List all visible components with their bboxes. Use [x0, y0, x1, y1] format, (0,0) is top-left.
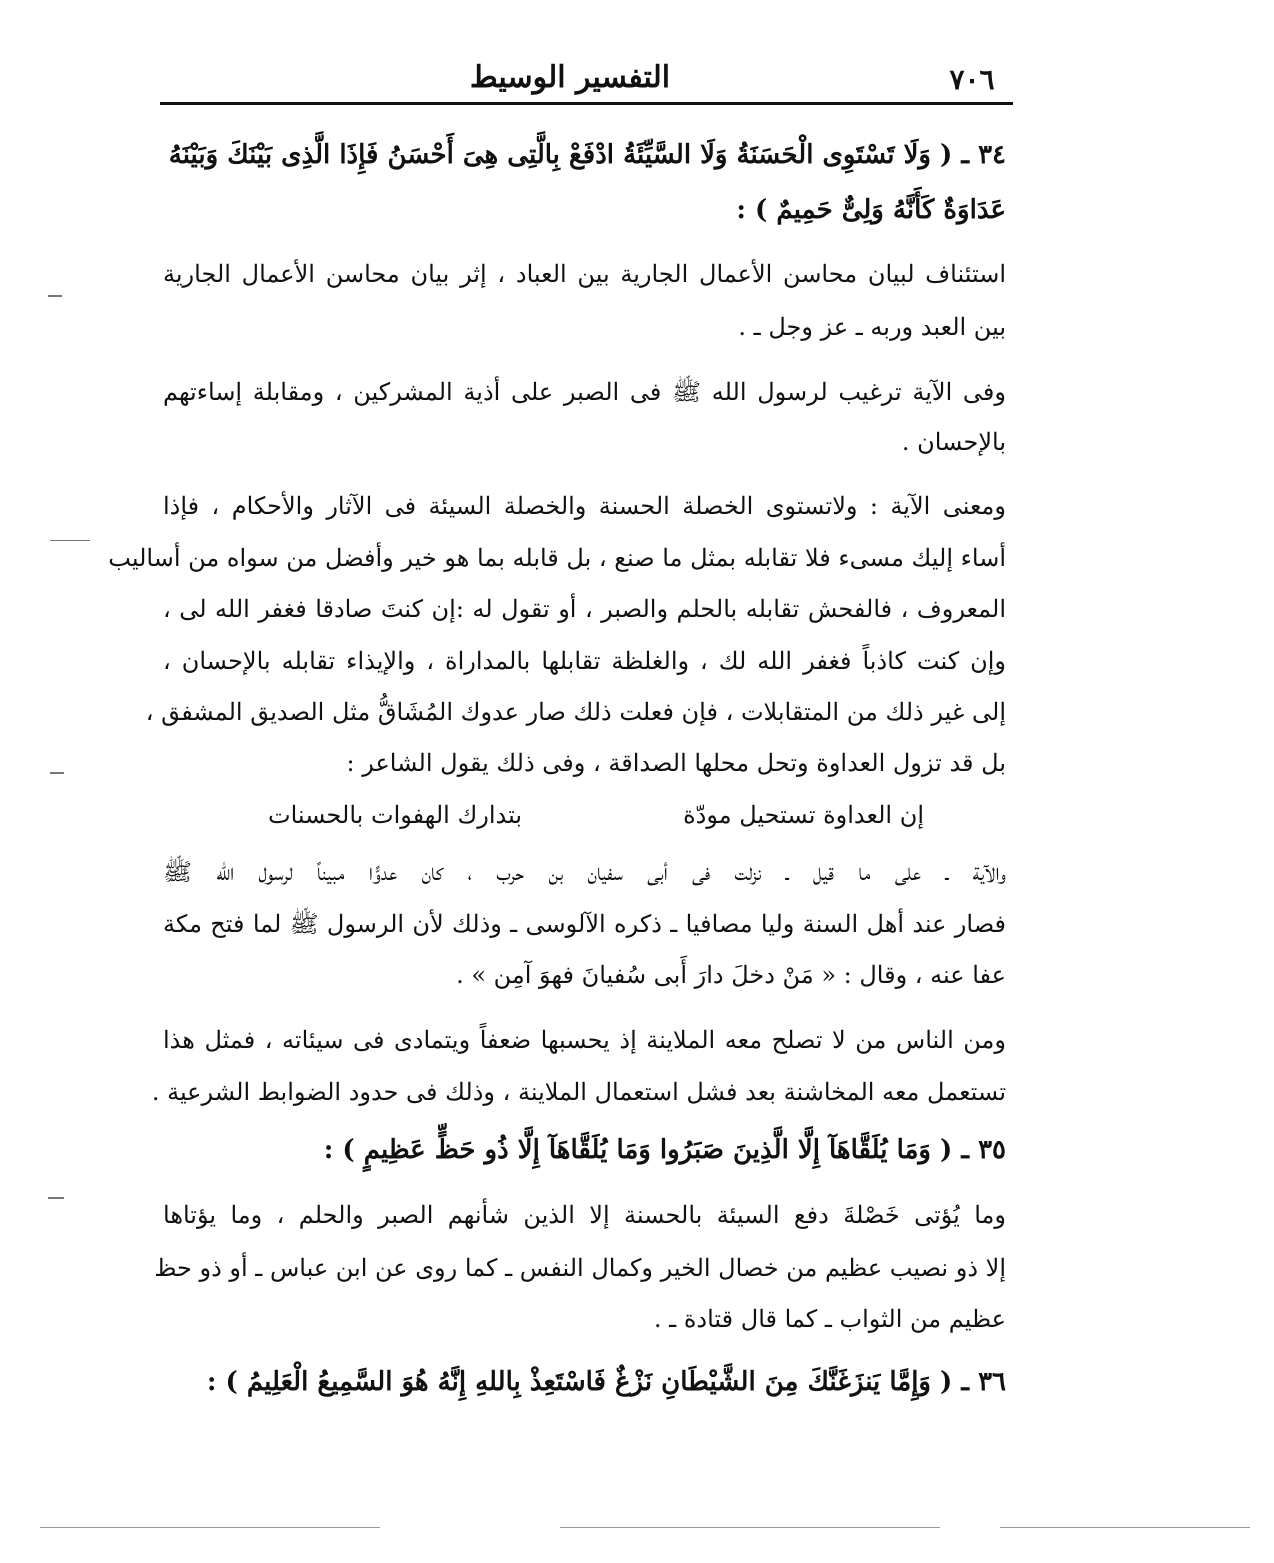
- margin-scan-mark: [50, 540, 90, 541]
- verse-35: ٣٥ ـ ( وَمَا يُلَقَّاهَآ إِلَّا الَّذِينَ صَبَرُوا وَمَا يُلَقَّاهَآ إِلَّا ذُو حَظٍّ عَظِيمٍ ) :: [323, 1135, 1006, 1165]
- verse-34-line-1: ٣٤ ـ ( وَلَا تَسْتَوِى الْحَسَنَةُ وَلَا السَّيِّئَةُ ادْفَعْ بِالَّتِى هِىَ أَحْسَنُ فَإِذَا الَّذِى بَيْنَكَ وَبَيْنَهُ: [168, 140, 1006, 170]
- paragraph-line: إلى غير ذلك من المتقابلات ، فإن فعلت ذلك صار عدوك المُشَاقُّ مثل الصديق المشفق ،: [145, 698, 1006, 726]
- paragraph-line: فصار عند أهل السنة وليا مصافيا ـ ذكره الآلوسى ـ وذلك لأن الرسول ﷺ لما فتح مكة: [163, 910, 1006, 938]
- paragraph-line: وإن كنت كاذباً فغفر الله لك ، والغلظة تقابلها بالمداراة ، والإيذاء تقابله بالإحسان ،: [163, 647, 1006, 675]
- verse-36: ٣٦ ـ ( وَإِمَّا يَنزَغَنَّكَ مِنَ الشَّيْطَانِ نَزْغٌ فَاسْتَعِذْ بِاللهِ إِنَّهُ هُوَ السَّمِيعُ الْعَلِيمُ ) :: [206, 1367, 1006, 1397]
- paragraph-line: ومعنى الآية : ولاتستوى الخصلة الحسنة والخصلة السيئة فى الآثار والأحكام ، فإذا: [163, 492, 1006, 520]
- header-rule: [160, 102, 1013, 105]
- margin-scan-mark: [48, 295, 62, 297]
- page-number: ٧٠٦: [949, 63, 995, 96]
- paragraph-line: تستعمل معه المخاشنة بعد فشل استعمال الملاينة ، وذلك فى حدود الضوابط الشرعية .: [151, 1078, 1006, 1106]
- paragraph-line: بالإحسان .: [901, 428, 1006, 456]
- running-header-title: التفسير الوسيط: [469, 60, 671, 95]
- paragraph-line: إلا ذو نصيب عظيم من خصال الخير وكمال النفس ـ كما روى عن ابن عباس ـ أو ذو حظ: [154, 1254, 1006, 1282]
- paragraph-line: بين العبد وربه ـ عز وجل ـ .: [738, 313, 1006, 341]
- paragraph-line: عفا عنه ، وقال : « مَنْ دخلَ دارَ أَبى سُفيانَ فهوَ آمِن » .: [456, 961, 1006, 989]
- paragraph-line: ومن الناس من لا تصلح معه الملاينة إذ يحسبها ضعفاً ويتمادى فى سيئاته ، فمثل هذا: [163, 1026, 1006, 1054]
- paragraph-line: بل قد تزول العداوة وتحل محلها الصداقة ، وفى ذلك يقول الشاعر :: [346, 749, 1006, 777]
- paragraph-line: المعروف ، فالفحش تقابله بالحلم والصبر ، أو تقول له :إن كنتَ صادقا فغفر الله لى ،: [163, 595, 1006, 623]
- margin-scan-mark: [50, 772, 64, 774]
- paragraph-line: أساء إليك مسىء فلا تقابله بمثل ما صنع ، بل قابله بما هو خير وأفضل من سواه من أساليب: [108, 544, 1006, 572]
- verse-34-line-2: عَدَاوَةٌ كَأَنَّهُ وَلِىٌّ حَمِيمٌ ) :: [736, 195, 1006, 225]
- poem-second-hemistich: بتدارك الهفوات بالحسنات: [267, 801, 522, 829]
- footer-scan-rule: [40, 1527, 380, 1528]
- margin-scan-mark: [48, 1197, 64, 1199]
- paragraph-line: وفى الآية ترغيب لرسول الله ﷺ فى الصبر على أذية المشركين ، ومقابلة إساءتهم: [163, 378, 1006, 406]
- paragraph-line: عظيم من الثواب ـ كما قال قتادة ـ .: [653, 1305, 1006, 1333]
- paragraph-line: استئناف لبيان محاسن الأعمال الجارية بين العباد ، إثر بيان محاسن الأعمال الجارية: [163, 260, 1006, 288]
- paragraph-line: والآية ـ على ما قيل ـ نزلت فى أبى سفيان بن حرب ، كان عدوًّا مبيناً لرسول الله ﷺ: [163, 858, 1006, 886]
- footer-scan-rule: [560, 1527, 940, 1528]
- paragraph-line: وما يُؤتى خَصْلةَ دفع السيئة بالحسنة إلا الذين شأنهم الصبر والحلم ، وما يؤتاها: [163, 1201, 1006, 1229]
- poem-first-hemistich: إن العداوة تستحيل مودّة: [683, 801, 924, 829]
- footer-scan-rule: [1000, 1527, 1250, 1528]
